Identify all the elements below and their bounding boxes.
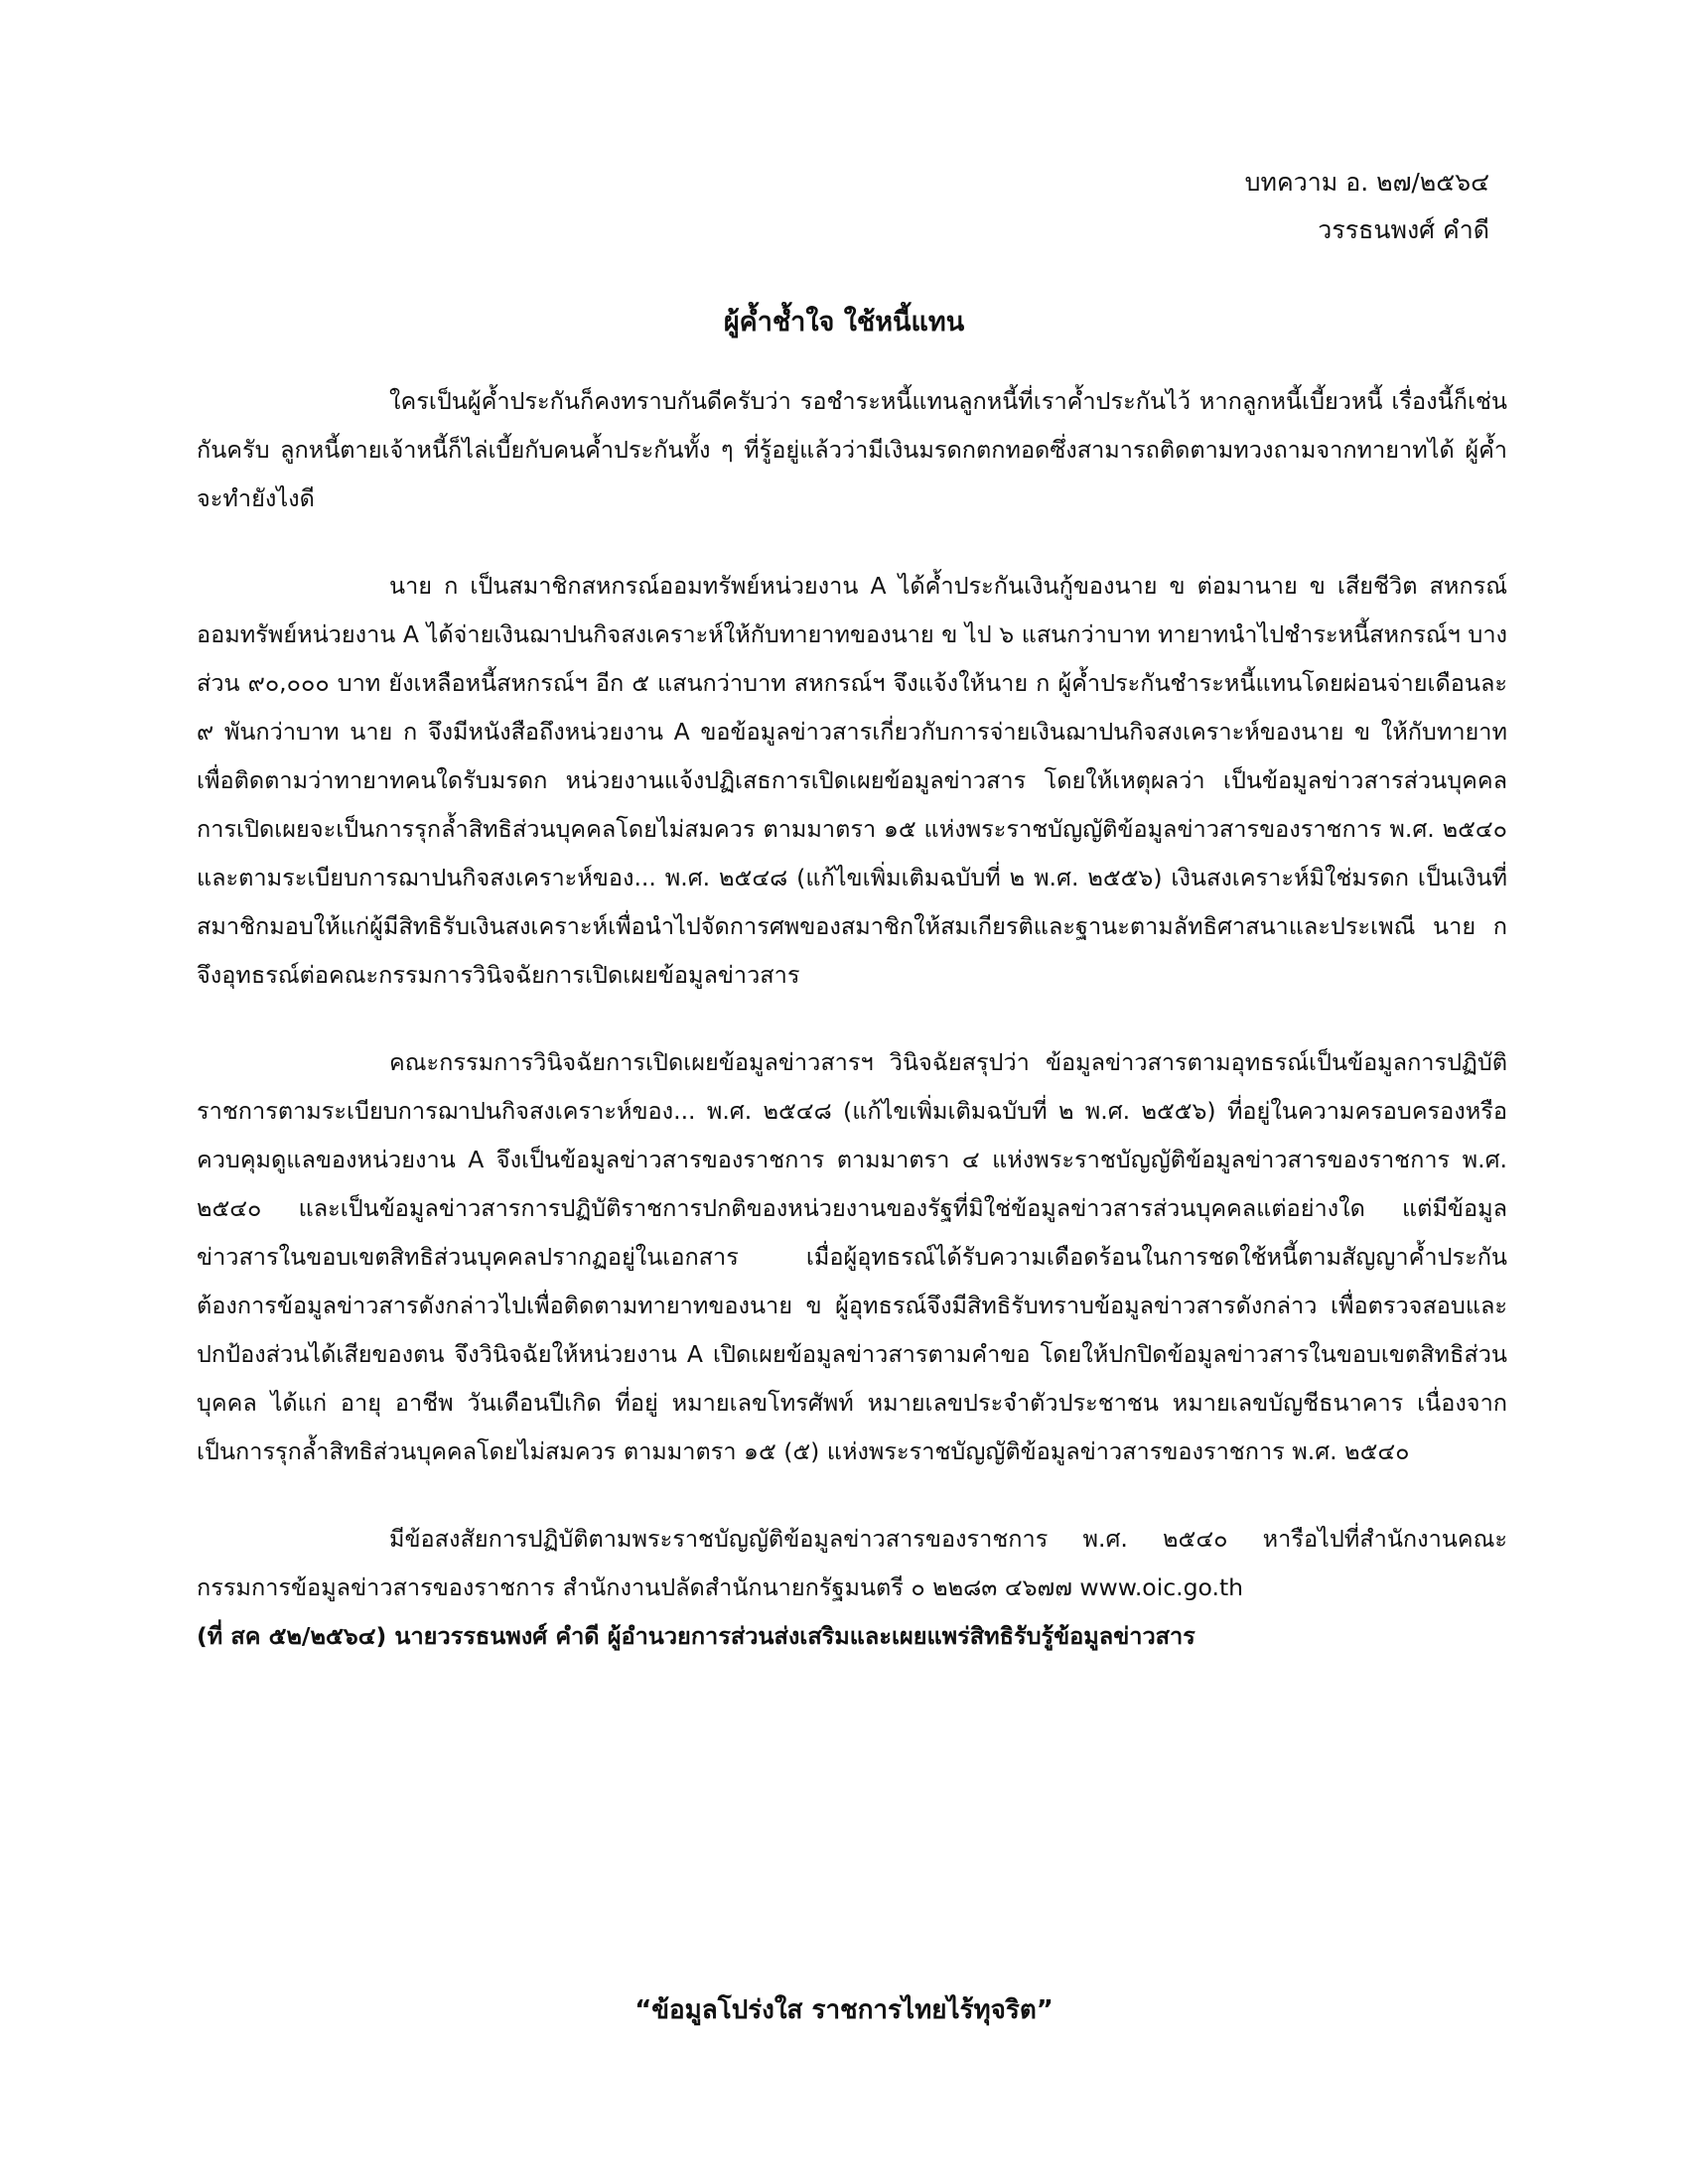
article-number: บทความ อ. ๒๗/๒๕๖๔	[1244, 168, 1489, 197]
document-header	[1245, 159, 1489, 254]
article-title: ผู้ค้ำช้ำใจ ใช้หนี้แทน	[723, 307, 965, 338]
paragraph-decision: คณะกรรมการวินิจฉัยการเปิดเผยข้อมูลข่าวสารฯ วินิจฉัยสรุปว่า ข้อมูลข่าวสารตามอุทธรณ์เป็นข้อมูลการปฏิบัติราชการตามระเบียบการฌาปนกิจสงเคราะห์ของ... พ.ศ. ๒๕๔๘ (แก้ไขเพิ่มเติมฉบับที่ ๒ พ.ศ. ๒๕๕๖) ที่อยู่ในความครอบครองหรือควบคุมดูแลของหน่วยงาน A จึงเป็นข้อมูลข่าวสารของราชการ ตามมาตรา ๔ แห่งพระราชบัญญัติข้อมูลข่าวสารของราชการ พ.ศ. ๒๕๔๐ และเป็นข้อมูลข่าวสารการปฏิบัติราชการปกติของหน่วยงานของรัฐที่มิใช่ข้อมูลข่าวสารส่วนบุคคลแต่อย่างใด แต่มีข้อมูลข่าวสารในขอบเขตสิทธิส่วนบุคคลปรากฏอยู่ในเอกสาร เมื่อผู้อุทธรณ์ได้รับความเดือดร้อนในการชดใช้หนี้ตามสัญญาค้ำประกัน ต้องการข้อมูลข่าวสารดังกล่าวไปเพื่อติดตามทายาทของนาย ข ผู้อุทธรณ์จึงมีสิทธิรับทราบข้อมูลข่าวสารดังกล่าว เพื่อตรวจสอบและปกป้องส่วนได้เสียของตน จึงวินิจฉัยให้หน่วยงาน A เปิดเผยข้อมูลข่าวสารตามคำขอ โดยให้ปกปิดข้อมูลข่าวสารในขอบเขตสิทธิส่วนบุคคล ได้แก่ อายุ อาชีพ วันเดือนปีเกิด ที่อยู่ หมายเลขโทรศัพท์ หมายเลขประจำตัวประชาชน หมายเลขบัญชีธนาคาร เนื่องจากเป็นการรุกล้ำสิทธิส่วนบุคคลโดยไม่สมควร ตามมาตรา ๑๕ (๕) แห่งพระราชบัญญัติข้อมูลข่าวสารของราชการ พ.ศ. ๒๕๔๐	[197, 1048, 1507, 1465]
paragraph-contact: มีข้อสงสัยการปฏิบัติตามพระราชบัญญัติข้อมูลข่าวสารของราชการ พ.ศ. ๒๕๔๐ หารือไปที่สำนักงานคณะกรรมการข้อมูลข่าวสารของราชการ สำนักงานปลัดสำนักนายกรัฐมนตรี ๐ ๒๒๘๓ ๔๖๗๗ www.oic.go.th	[197, 1525, 1507, 1601]
slogan: “ข้อมูลโปร่งใส ราชการไทยไร้ทุจริต”	[634, 1995, 1054, 2025]
article-body	[197, 377, 1507, 1661]
paragraph-case-facts: นาย ก เป็นสมาชิกสหกรณ์ออมทรัพย์หน่วยงาน A ได้ค้ำประกันเงินกู้ของนาย ข ต่อมานาย ข เสียชีวิต สหกรณ์ออมทรัพย์หน่วยงาน A ได้จ่ายเงินฌาปนกิจสงเคราะห์ให้กับทายาทของนาย ข ไป ๖ แสนกว่าบาท ทายาทนำไปชำระหนี้สหกรณ์ฯ บางส่วน ๙๐,๐๐๐ บาท ยังเหลือหนี้สหกรณ์ฯ อีก ๕ แสนกว่าบาท สหกรณ์ฯ จึงแจ้งให้นาย ก ผู้ค้ำประกันชำระหนี้แทนโดยผ่อนจ่ายเดือนละ ๙ พันกว่าบาท นาย ก จึงมีหนังสือถึงหน่วยงาน A ขอข้อมูลข่าวสารเกี่ยวกับการจ่ายเงินฌาปนกิจสงเคราะห์ของนาย ข ให้กับทายาท เพื่อติดตามว่าทายาทคนใดรับมรดก หน่วยงานแจ้งปฏิเสธการเปิดเผยข้อมูลข่าวสาร โดยให้เหตุผลว่า เป็นข้อมูลข่าวสารส่วนบุคคล การเปิดเผยจะเป็นการรุกล้ำสิทธิส่วนบุคคลโดยไม่สมควร ตามมาตรา ๑๕ แห่งพระราชบัญญัติข้อมูลข่าวสารของราชการ พ.ศ. ๒๕๔๐ และตามระเบียบการฌาปนกิจสงเคราะห์ของ... พ.ศ. ๒๕๔๘ (แก้ไขเพิ่มเติมฉบับที่ ๒ พ.ศ. ๒๕๕๖) เงินสงเคราะห์มิใช่มรดก เป็นเงินที่สมาชิกมอบให้แก่ผู้มีสิทธิรับเงินสงเคราะห์เพื่อนำไปจัดการศพของสมาชิกให้สมเกียรติและฐานะตามลัทธิศาสนาและประเพณี นาย ก จึงอุทธรณ์ต่อคณะกรรมการวินิจฉัยการเปิดเผยข้อมูลข่าวสาร	[197, 572, 1507, 989]
reference-line: (ที่ สค ๕๒/๒๕๖๔) นายวรรธนพงศ์ คำดี ผู้อำนวยการส่วนส่งเสริมและเผยแพร่สิทธิรับรู้ข้อมูลข่าวสาร	[197, 1622, 1196, 1650]
author-name: วรรธนพงศ์ คำดี	[1318, 215, 1489, 244]
paragraph-intro: ใครเป็นผู้ค้ำประกันก็คงทราบกันดีครับว่า รอชำระหนี้แทนลูกหนี้ที่เราค้ำประกันไว้ หากลูกหนี้เบี้ยวหนี้ เรื่องนี้ก็เช่นกันครับ ลูกหนี้ตายเจ้าหนี้ก็ไล่เบี้ยกับคนค้ำประกันทั้ง ๆ ที่รู้อยู่แล้วว่ามีเงินมรดกตกทอดซึ่งสามารถติดตามทวงถามจากทายาทได้ ผู้ค้ำจะทำยังไงดี	[197, 387, 1507, 512]
